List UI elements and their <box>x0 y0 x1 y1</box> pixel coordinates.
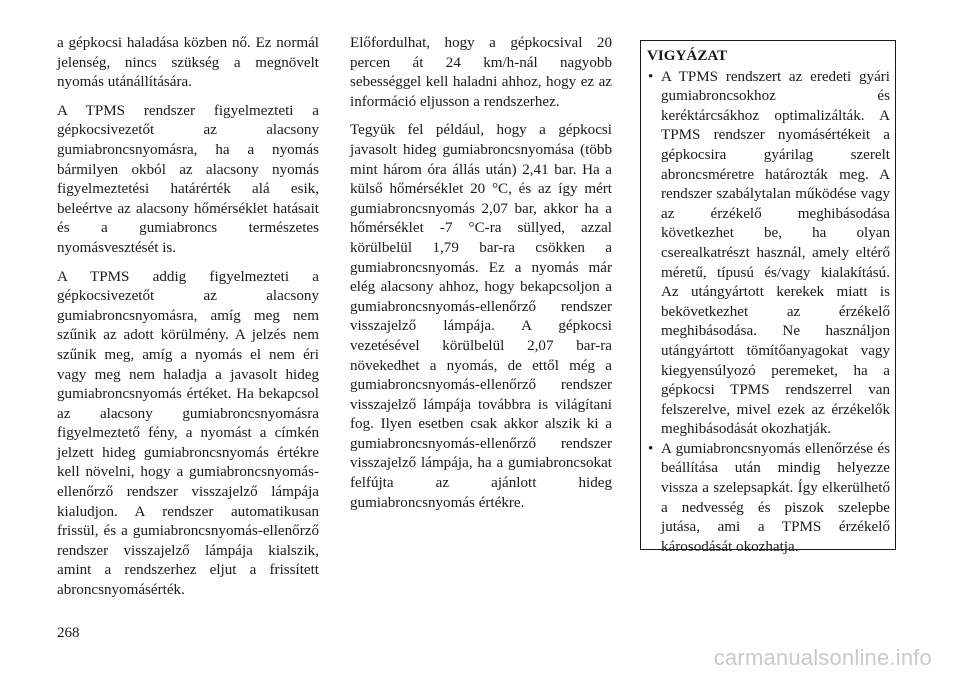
left-text-column <box>57 34 319 610</box>
warning-item <box>647 440 890 558</box>
middle-text-column <box>350 34 612 522</box>
bullet-icon: • <box>648 440 654 457</box>
bullet-icon: • <box>648 68 654 85</box>
page-number: 268 <box>57 625 80 641</box>
left-paragraph-3: A TPMS addig figyelmezteti a gépkocsivezetőt az alacsony gumiabroncsnyomásra, amíg meg nem szűnik az adott körülmény. A jelzés nem szűnik meg, amíg a nyomás el nem éri vagy meg nem haladja a javasolt hideg gumiabroncsnyomás értéket. Ha bekapcsol az alacsony gumiabroncsnyomásra figyelmeztető fény, a nyomást a címkén jelzett hideg gumiabroncsnyomás értékre kell növelni, hogy a gumiabroncsnyomás-ellenőrző rendszer visszajelző lámpája kialudjon. A rendszer automatikusan frissül, és a gumiabroncsnyomás-ellenőrző rendszer visszajelző lámpája kialszik, amint a rendszerhez eljut a frissített abroncsnyomásérték. <box>57 268 319 599</box>
middle-paragraph-1: Előfordulhat, hogy a gépkocsival 20 percen át 24 km/h-nál nagyobb sebességgel kell haladni ahhoz, hogy ez az információ eljusson a rendszerhez. <box>350 35 612 110</box>
warning-item-text: A gumiabroncsnyomás ellenőrzése és beállítása után mindig helyezze vissza a szelepsapkát. Így elkerülhető a nedvesség és piszok szelepbe jutása, ami a TPMS érzékelő károsodását okozhatja. <box>661 440 890 555</box>
left-paragraph-1: a gépkocsi haladása közben nő. Ez normál jelenség, nincs szükség a megnövelt nyomás utánállítására. <box>57 35 319 91</box>
warning-list <box>647 68 890 558</box>
warning-item-text: A TPMS rendszert az eredeti gyári gumiabroncsokhoz és keréktárcsákhoz optimalizálták. A TPMS rendszer nyomásértékeit a gépkocsira gyárilag szerelt abroncsméretre határozták meg. A rendszer szabálytalan működése vagy az érzékelő meghibásodása következhet be, ha olyan cserealkatrészt használ, amely eltérő méretű, típusú és/vagy kialakítású. Az utángyártott kerekek miatt is bekövetkezhet az érzékelő meghibásodása. Ne használjon utángyártott tömítőanyagokat vagy kiegyensúlyozó peremeket, ha a gépkocsi TPMS rendszerrel van felszerelve, mivel ezek az érzékelők meghibásodását okozhatják. <box>661 68 890 438</box>
watermark[interactable]: carmanualsonline.info <box>713 645 932 670</box>
left-paragraph-2: A TPMS rendszer figyelmezteti a gépkocsivezetőt az alacsony gumiabroncsnyomásra, ha a nyomás bármilyen okból az alacsony nyomás figyelmeztetési határérték alá esik, beleértve az alacsony hőmérséklet hatásait és a gumiabroncs természetes nyomásvesztését is. <box>57 102 319 256</box>
warning-title: VIGYÁZAT <box>647 48 728 64</box>
middle-paragraph-2: Tegyük fel például, hogy a gépkocsi javasolt hideg gumiabroncsnyomása (több mint három óra állás után) 2,41 bar. Ha a külső hőmérséklet 20 °C, és az így mért gumiabroncsnyomás 2,07 bar, akkor ha a hőmérséklet -7 °C-ra süllyed, azzal körülbelül 1,79 bar-ra csökken a gumiabroncsnyomás. Ez a nyomás már elég alacsony ahhoz, hogy bekapcsoljon a gumiabroncsnyomás-ellenőrző rendszer visszajelző lámpája. A gépkocsi vezetésével körülbelül 2,07 bar-ra növekedhet a nyomás, de ettől még a gumiabroncsnyomás-ellenőrző rendszer visszajelző lámpája továbbra is világítani fog. Ilyen esetben csak akkor alszik ki a gumiabroncsnyomás-ellenőrző rendszer visszajelző lámpája, ha a gumiabroncsokat felfújta az ajánlott hideg gumiabroncsnyomás értékre. <box>350 122 612 511</box>
warning-box <box>640 40 896 555</box>
warning-item <box>647 68 890 440</box>
